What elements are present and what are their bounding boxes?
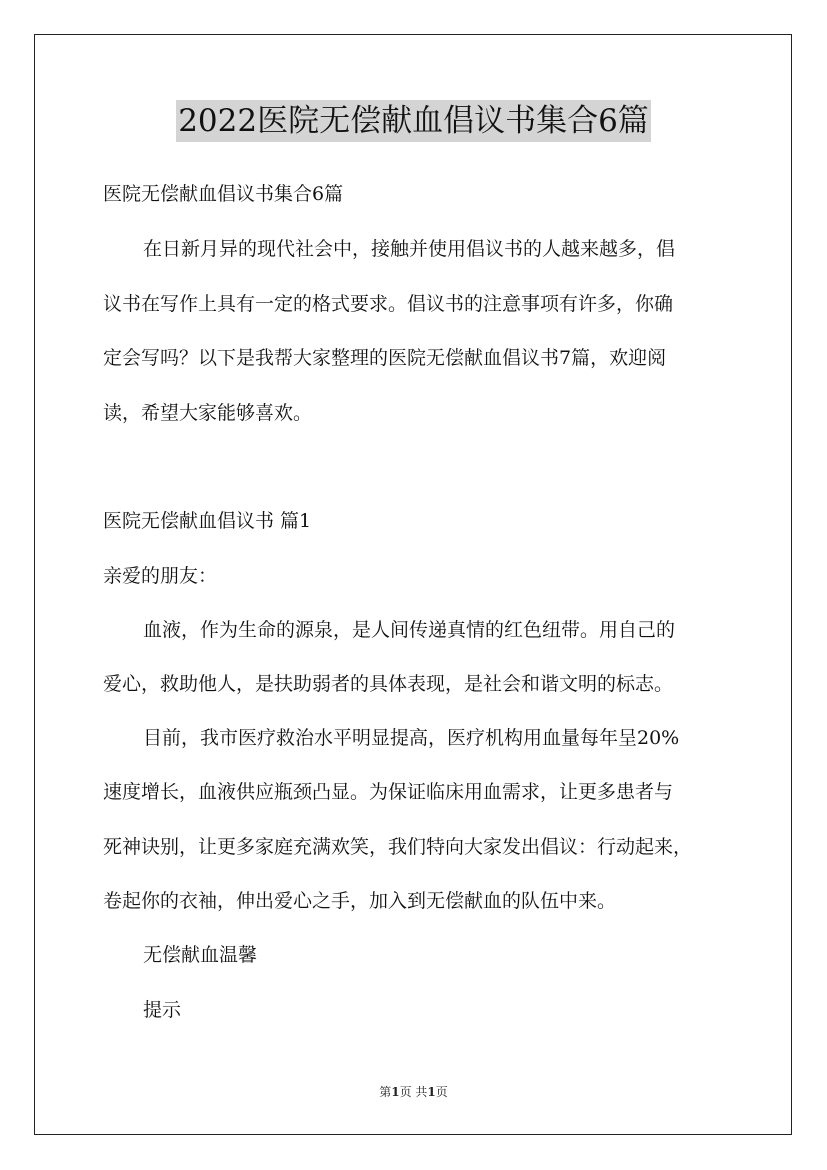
para1-line-1: 血液，作为生命的源泉，是人间传递真情的红色纽带。用自己的 xyxy=(143,619,676,641)
intro-line-4: 读，希望大家能够喜欢。 xyxy=(103,402,313,424)
footer-mid: 页 共 xyxy=(399,1085,428,1099)
footer-suffix: 页 xyxy=(435,1085,448,1099)
footer-prefix: 第 xyxy=(379,1085,392,1099)
heading-tip: 提示 xyxy=(143,999,182,1021)
para1-line-2: 爱心，救助他人，是扶助弱者的具体表现，是社会和谐文明的标志。 xyxy=(103,673,674,695)
para2-line-4: 卷起你的衣袖，伸出爱心之手，加入到无偿献血的队伍中来。 xyxy=(103,890,617,912)
document-subtitle: 医院无偿献血倡议书集合6篇 xyxy=(103,183,344,205)
page-footer xyxy=(0,1084,827,1100)
para2-line-1: 目前，我市医疗救治水平明显提高，医疗机构用血量每年呈20% xyxy=(143,727,680,749)
footer-page-current: 1 xyxy=(391,1085,400,1099)
para2-line-2: 速度增长，血液供应瓶颈凸显。为保证临床用血需求，让更多患者与 xyxy=(103,781,674,803)
heading-warm: 无偿献血温馨 xyxy=(143,944,258,966)
document-title: 2022医院无偿献血倡议书集合6篇 xyxy=(176,100,651,142)
intro-line-3: 定会写吗？以下是我帮大家整理的医院无偿献血倡议书7篇，欢迎阅 xyxy=(103,347,667,369)
intro-line-2: 议书在写作上具有一定的格式要求。倡议书的注意事项有许多，你确 xyxy=(103,293,674,315)
para2-line-3: 死神诀别，让更多家庭充满欢笑，我们特向大家发出倡议：行动起来， xyxy=(103,836,693,858)
title-container xyxy=(0,100,827,142)
footer-page-total: 1 xyxy=(427,1085,436,1099)
section-heading: 医院无偿献血倡议书 篇1 xyxy=(103,510,312,532)
greeting: 亲爱的朋友： xyxy=(103,565,218,587)
intro-line-1: 在日新月异的现代社会中，接触并使用倡议书的人越来越多，倡 xyxy=(143,238,676,260)
